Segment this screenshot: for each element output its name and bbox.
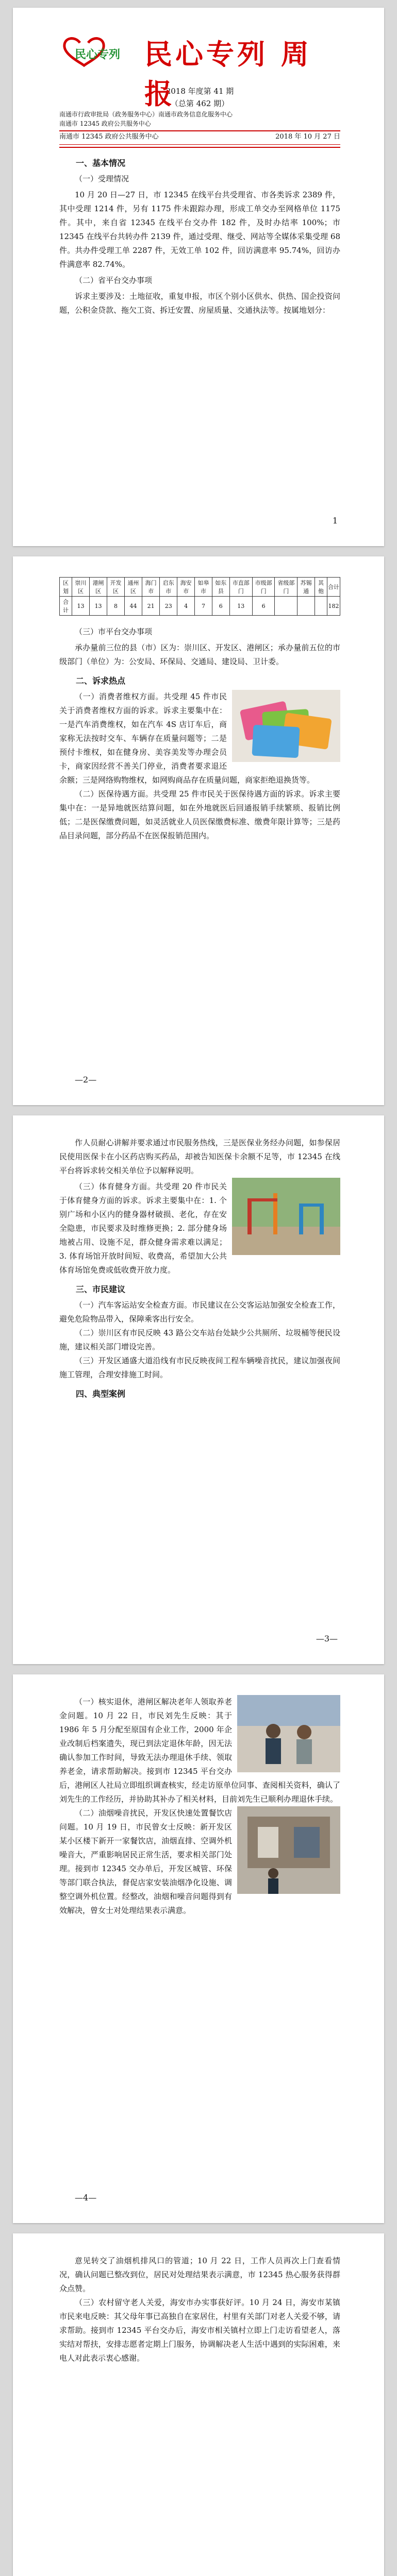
paragraph: （二）油烟噪音扰民，开发区快速处置餐饮店问题。10 月 19 日，市民曾女士反映：新开发区某小区楼下新开一家餐饮店，油烟直排、空调外机噪音大，严重影响居民正常生活，要求相关部门处理。接到市 12345 交办单后，开发区城管、环保等部门联合执法，督促店家安装油烟净化设施、调整空调外机位置。经整改，油烟和噪音问题得到有效解决，曾女士对处理结果表示满意。	[59, 1808, 232, 1915]
paragraph: （三）农村留守老人关爱，海安市办实事获好评。10 月 24 日，海安市某镇市民来电反映：其父母年事已高独自在家居住，村里有关部门对老人关爱不够，请求帮助。接到市 12345 平台交办后，海安市相关镇村立即上门走访看望老人，落实结对帮扶，安排志愿者定期上门服务，协调解决老人生活中遇到的实际困难，来电人对此表示衷心感谢。	[59, 2298, 340, 2363]
paragraph: （二）医保待遇方面。共受理 25 件市民关于医保待遇方面的诉求。诉求主要集中在：一是异地就医结算问题，如在外地就医后回通报销手续繁琐、报销比例低；二是医保缴费问题，如灵活就业人员医保缴费标准、缴费年限计算等；三是药品目录问题，部分药品不在医保报销范围内。	[59, 789, 340, 840]
paragraph: 承办量前三位的县（市）区为：崇川区、开发区、港闸区；承办量前五位的市级部门（单位）为：公安局、环保局、交通局、建设局、卫计委。	[59, 643, 340, 666]
table-header-cell: 海安市	[177, 578, 195, 597]
section-heading: 一、基本情况	[76, 158, 126, 168]
table-cell: 7	[195, 597, 212, 616]
paragraph: （一）汽车客运站安全检查方面。市民建议在公交客运站加强安全检查工作，避免危险物品带入，保障乘客出行安全。	[59, 1300, 340, 1324]
table-cell: 13	[229, 597, 252, 616]
masthead-title: 民心专列 周报	[144, 38, 312, 110]
table-header-cell: 市级部门	[252, 578, 275, 597]
page-4	[13, 1674, 384, 2223]
table-cell: 13	[72, 597, 89, 616]
paragraph: （一）消费者维权方面。共受理 45 件市民关于消费者维权方面的诉求。诉求主要集中在：一是汽车消费维权，如在汽车 4S 店订车后，商家称无法按时交车、车辆存在质量问题等；二是预付卡维权，如在健身房、美容美发等办理会员卡，商家因经营不善关门停业，消费者要求退还余额；三是网络购物维权，如网购商品存在质量问题，商家拒绝退换货等。	[59, 692, 315, 785]
svg-text:民心专列: 民心专列	[75, 48, 121, 61]
table-cell: 6	[252, 597, 275, 616]
table-cell	[275, 597, 297, 616]
page-number: —4—	[75, 2193, 97, 2202]
table-header-cell: 开发区	[107, 578, 125, 597]
sender-line	[59, 131, 340, 143]
table-header-cell: 通州区	[124, 578, 142, 597]
issue-number: 2018 年度第 41 期	[166, 87, 234, 96]
table-header-cell: 区划	[60, 578, 72, 597]
table-cell	[297, 597, 315, 616]
divider	[59, 147, 340, 148]
header-meta-2: 南通市 12345 政府公共服务中心	[59, 120, 151, 127]
issue-date: 2018 年 10 月 27 日	[275, 133, 340, 141]
page-number: —3—	[316, 1634, 338, 1643]
divider	[59, 144, 340, 145]
subsection-heading: （一）受理情况	[75, 174, 129, 183]
paragraph: （三）体育健身方面。共受理 20 件市民关于体育健身方面的诉求。诉求主要集中在：1. 个别广场和小区内的健身器材破损、老化，存在安全隐患，市民要求及时维修更换；2. 部分健身场地被占用、设施不足，群众健身需求难以满足；3. 体育场馆开放时间短、收费高，希望加大公共体育场馆免费或低收费开放力度。	[59, 1182, 227, 1275]
page-3	[13, 1115, 384, 1664]
page-2	[13, 556, 384, 1105]
table-cell: 44	[124, 597, 142, 616]
table-cell	[315, 597, 327, 616]
table-cell: 8	[107, 597, 125, 616]
paragraph: （一）核实退休，港闸区解决老年人领取养老金问题。10 月 22 日，市民刘先生反映：其于 1986 年 5 月分配至原国有企业工作，2000 年企业改制后档案遗失，现已到法定退休年龄，因无法确认参加工作时间，导致无法办理退休手续、领取养老金，请求帮助解决。接到市 12345 平台交办后，港闸区人社局立即组织调查核实，经走访原单位同事、查阅相关资料，确认了刘先生的工作经历，并协助其补办了相关材料，目前刘先生已顺利办理退休手续。	[59, 1697, 340, 1804]
table-cell: 合计	[60, 597, 72, 616]
photo-elderly-visit	[237, 1695, 340, 1772]
subsection-heading: （三）市平台交办事项	[75, 627, 153, 636]
subsection-heading: （二）省平台交办事项	[75, 276, 153, 285]
table-cell: 4	[177, 597, 195, 616]
table-cell: 21	[142, 597, 160, 616]
table-cell: 13	[90, 597, 107, 616]
distribution-table	[59, 577, 340, 616]
table-header-cell: 其他	[315, 578, 327, 597]
table-header-cell: 海门市	[142, 578, 160, 597]
table-cell: 182	[327, 597, 340, 616]
table-header-cell: 苏锡通	[297, 578, 315, 597]
page-number: —2—	[75, 1075, 97, 1084]
table-header-cell: 省级部门	[275, 578, 297, 597]
table-header-cell: 市直部门	[229, 578, 252, 597]
header-meta-1: 南通市行政审批局（政务服务中心）南通市政务信息化服务中心	[59, 111, 233, 118]
table-header-cell: 如东县	[212, 578, 229, 597]
logo-icon	[59, 33, 126, 70]
paragraph: 作人员耐心讲解并要求通过市民服务热线，三是医保业务经办问题，如参保居民使用医保卡在小区药店购买药品，却被告知医保卡余额不足等，市 12345 在线平台将诉求转交相关单位予以解释说明。	[59, 1138, 340, 1175]
paragraph: （二）崇川区有市民反映 43 路公交车站台处缺少公共厕所、垃圾桶等便民设施，建议相关部门增设完善。	[59, 1328, 340, 1351]
paragraph: 诉求主要涉及：土地征收，重复申报，市区个别小区供水、供热、国企投资问题，公积金贷款、拖欠工资、拆迁安置、房屋质量、交通执法等。按属地划分：	[59, 292, 340, 315]
paragraph: （三）开发区通盛大道沿线有市民反映夜间工程车辆噪音扰民，建议加强夜间施工管理，合理安排施工时间。	[59, 1356, 340, 1379]
photo-restaurant	[237, 1806, 340, 1894]
table-header-cell: 合计	[327, 578, 340, 597]
table-header-cell: 港闸区	[90, 578, 107, 597]
page-1	[13, 8, 384, 546]
table-cell: 23	[160, 597, 177, 616]
sender: 南通市 12345 政府公共服务中心	[59, 133, 159, 141]
section-heading: 二、诉求热点	[76, 676, 126, 686]
table-header-cell: 如皋市	[195, 578, 212, 597]
issue-total: （总第 462 期）	[170, 99, 229, 108]
page-number: 1	[332, 516, 338, 526]
photo-cards-image	[232, 690, 340, 762]
table-header-cell: 崇川区	[72, 578, 89, 597]
section-heading: 三、市民建议	[76, 1284, 126, 1294]
table-header-cell: 启东市	[160, 578, 177, 597]
paragraph: 意见转交了油烟机排风口的管道；10 月 22 日，工作人员再次上门查看情况，确认问题已整改到位，居民对处理结果表示满意，市 12345 热心服务获得群众点赞。	[59, 2256, 340, 2293]
photo-fitness-equipment	[232, 1178, 340, 1255]
paragraph: 10 月 20 日—27 日，市 12345 在线平台共受理省、市各类诉求 2389 件，其中受理 1214 件，另有 1175 件未跟踪办理，形成工单交办至网格单位 1175 件。其中，来自省 12345 在线平台交办件 182 件，及时办结率 100%；市 12345 在线平台共转办件 2139 件，通过受理、继受、网站等全媒体采集受理 68 件。共办件受理工单 2287 件，无效工单 102 件，回访满意率 95.74%，回访办件满意率 82.74%。	[59, 190, 340, 269]
section-heading: 四、典型案例	[76, 1389, 126, 1399]
page-5	[13, 2233, 384, 2576]
table-cell: 6	[212, 597, 229, 616]
